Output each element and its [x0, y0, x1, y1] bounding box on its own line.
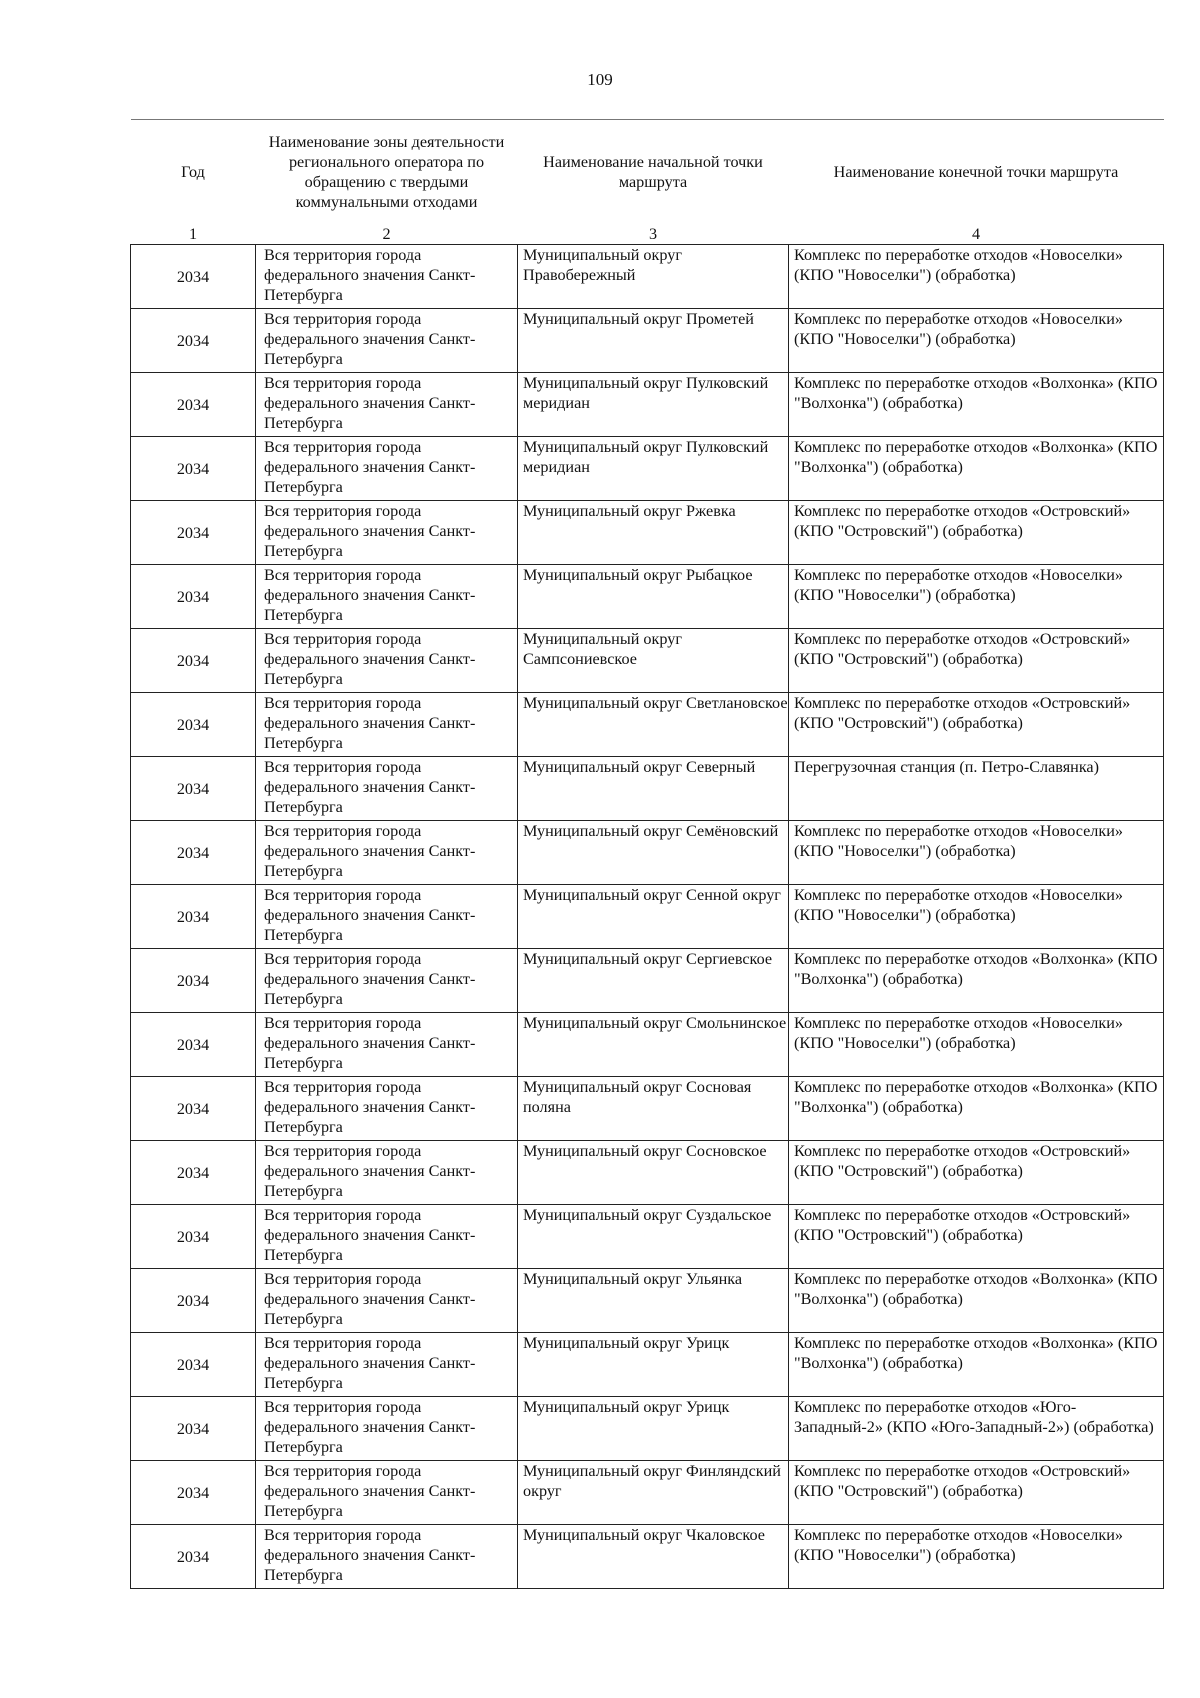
start-point-cell: Муниципальный округ Сергиевское: [518, 949, 789, 1013]
header-year: Год: [131, 120, 256, 224]
table-row: [131, 629, 1164, 693]
table-row: [131, 373, 1164, 437]
end-point-cell: Комплекс по переработке отходов «Волхонка» (КПО "Волхонка") (обработка): [789, 437, 1164, 501]
end-point-cell: Комплекс по переработке отходов «Новоселки» (КПО "Новоселки") (обработка): [789, 1525, 1164, 1589]
table-row: [131, 1525, 1164, 1589]
end-point-cell: Комплекс по переработке отходов «Волхонка» (КПО "Волхонка") (обработка): [789, 373, 1164, 437]
table-row: [131, 1013, 1164, 1077]
table-row: [131, 501, 1164, 565]
table-body: [131, 245, 1164, 1589]
zone-cell: Вся территория города федерального значения Санкт-Петербурга: [256, 757, 518, 821]
start-point-cell: Муниципальный округ Финляндский округ: [518, 1461, 789, 1525]
zone-cell: Вся территория города федерального значения Санкт-Петербурга: [256, 1461, 518, 1525]
end-point-cell: Комплекс по переработке отходов «Новоселки» (КПО "Новоселки") (обработка): [789, 565, 1164, 629]
start-point-cell: Муниципальный округ Семёновский: [518, 821, 789, 885]
start-point-cell: Муниципальный округ Северный: [518, 757, 789, 821]
year-cell: 2034: [131, 373, 256, 437]
table-row: [131, 1141, 1164, 1205]
zone-cell: Вся территория города федерального значения Санкт-Петербурга: [256, 1333, 518, 1397]
column-number: 4: [971, 224, 981, 243]
year-cell: 2034: [131, 885, 256, 949]
zone-cell: Вся территория города федерального значения Санкт-Петербурга: [256, 373, 518, 437]
start-point-cell: Муниципальный округ Светлановское: [518, 693, 789, 757]
end-point-cell: Комплекс по переработке отходов «Новоселки» (КПО "Новоселки") (обработка): [789, 821, 1164, 885]
zone-cell: Вся территория города федерального значения Санкт-Петербурга: [256, 1525, 518, 1589]
end-point-cell: Комплекс по переработке отходов «Островский» (КПО "Островский") (обработка): [789, 1141, 1164, 1205]
end-point-cell: Комплекс по переработке отходов «Островский» (КПО "Островский") (обработка): [789, 1461, 1164, 1525]
column-number: 1: [188, 224, 198, 243]
zone-cell: Вся территория города федерального значения Санкт-Петербурга: [256, 1141, 518, 1205]
zone-cell: Вся территория города федерального значения Санкт-Петербурга: [256, 885, 518, 949]
table-row: [131, 1461, 1164, 1525]
table-row: [131, 245, 1164, 309]
end-point-cell: Комплекс по переработке отходов «Волхонка» (КПО "Волхонка") (обработка): [789, 1333, 1164, 1397]
start-point-cell: Муниципальный округ Сенной округ: [518, 885, 789, 949]
table-row: [131, 1077, 1164, 1141]
end-point-cell: Комплекс по переработке отходов «Островский» (КПО "Островский") (обработка): [789, 501, 1164, 565]
zone-cell: Вся территория города федерального значения Санкт-Петербурга: [256, 565, 518, 629]
zone-cell: Вся территория города федерального значения Санкт-Петербурга: [256, 949, 518, 1013]
start-point-cell: Муниципальный округ Ржевка: [518, 501, 789, 565]
routes-table: [130, 119, 1164, 1589]
table-row: [131, 757, 1164, 821]
year-cell: 2034: [131, 437, 256, 501]
header-start-point: Наименование начальной точки маршрута: [518, 120, 789, 224]
end-point-cell: Комплекс по переработке отходов «Новоселки» (КПО "Новоселки") (обработка): [789, 309, 1164, 373]
start-point-cell: Муниципальный округ Суздальское: [518, 1205, 789, 1269]
table-row: [131, 821, 1164, 885]
year-cell: 2034: [131, 821, 256, 885]
year-cell: 2034: [131, 757, 256, 821]
table-header: [131, 120, 1164, 245]
start-point-cell: Муниципальный округ Сосновая поляна: [518, 1077, 789, 1141]
year-cell: 2034: [131, 1205, 256, 1269]
table-row: [131, 1269, 1164, 1333]
year-cell: 2034: [131, 565, 256, 629]
table-row: [131, 693, 1164, 757]
table-row: [131, 309, 1164, 373]
end-point-cell: Комплекс по переработке отходов «Новоселки» (КПО "Новоселки") (обработка): [789, 885, 1164, 949]
start-point-cell: Муниципальный округ Рыбацкое: [518, 565, 789, 629]
year-cell: 2034: [131, 1525, 256, 1589]
end-point-cell: Комплекс по переработке отходов «Островский» (КПО "Островский") (обработка): [789, 693, 1164, 757]
year-cell: 2034: [131, 1013, 256, 1077]
column-number-row: [131, 223, 1164, 245]
start-point-cell: Муниципальный округ Чкаловское: [518, 1525, 789, 1589]
start-point-cell: Муниципальный округ Прометей: [518, 309, 789, 373]
year-cell: 2034: [131, 629, 256, 693]
table-row: [131, 949, 1164, 1013]
table-row: [131, 1205, 1164, 1269]
end-point-cell: Перегрузочная станция (п. Петро-Славянка): [789, 757, 1164, 821]
header-row: [131, 120, 1164, 224]
table-row: [131, 437, 1164, 501]
start-point-cell: Муниципальный округ Смольнинское: [518, 1013, 789, 1077]
year-cell: 2034: [131, 1461, 256, 1525]
header-zone: Наименование зоны деятельности регионального оператора по обращению с твердыми коммунальными отходами: [256, 120, 518, 224]
zone-cell: Вся территория города федерального значения Санкт-Петербурга: [256, 821, 518, 885]
zone-cell: Вся территория города федерального значения Санкт-Петербурга: [256, 437, 518, 501]
end-point-cell: Комплекс по переработке отходов «Волхонка» (КПО "Волхонка") (обработка): [789, 1077, 1164, 1141]
zone-cell: Вся территория города федерального значения Санкт-Петербурга: [256, 309, 518, 373]
table-row: [131, 885, 1164, 949]
start-point-cell: Муниципальный округ Ульянка: [518, 1269, 789, 1333]
zone-cell: Вся территория города федерального значения Санкт-Петербурга: [256, 629, 518, 693]
end-point-cell: Комплекс по переработке отходов «Островский» (КПО "Островский") (обработка): [789, 629, 1164, 693]
year-cell: 2034: [131, 1333, 256, 1397]
column-number: 3: [648, 224, 658, 243]
year-cell: 2034: [131, 1141, 256, 1205]
year-cell: 2034: [131, 693, 256, 757]
end-point-cell: Комплекс по переработке отходов «Новоселки» (КПО "Новоселки") (обработка): [789, 245, 1164, 309]
zone-cell: Вся территория города федерального значения Санкт-Петербурга: [256, 1077, 518, 1141]
year-cell: 2034: [131, 245, 256, 309]
zone-cell: Вся территория города федерального значения Санкт-Петербурга: [256, 501, 518, 565]
end-point-cell: Комплекс по переработке отходов «Волхонка» (КПО "Волхонка") (обработка): [789, 949, 1164, 1013]
end-point-cell: Комплекс по переработке отходов «Островский» (КПО "Островский") (обработка): [789, 1205, 1164, 1269]
end-point-cell: Комплекс по переработке отходов «Новоселки» (КПО "Новоселки") (обработка): [789, 1013, 1164, 1077]
table-row: [131, 1397, 1164, 1461]
column-number: 2: [382, 224, 391, 243]
year-cell: 2034: [131, 1269, 256, 1333]
start-point-cell: Муниципальный округ Сампсониевское: [518, 629, 789, 693]
start-point-cell: Муниципальный округ Урицк: [518, 1333, 789, 1397]
start-point-cell: Муниципальный округ Правобережный: [518, 245, 789, 309]
zone-cell: Вся территория города федерального значения Санкт-Петербурга: [256, 1269, 518, 1333]
end-point-cell: Комплекс по переработке отходов «Юго-Западный-2» (КПО «Юго-Западный-2») (обработка): [789, 1397, 1164, 1461]
zone-cell: Вся территория города федерального значения Санкт-Петербурга: [256, 1205, 518, 1269]
zone-cell: Вся территория города федерального значения Санкт-Петербурга: [256, 693, 518, 757]
start-point-cell: Муниципальный округ Урицк: [518, 1397, 789, 1461]
table-row: [131, 1333, 1164, 1397]
zone-cell: Вся территория города федерального значения Санкт-Петербурга: [256, 245, 518, 309]
zone-cell: Вся территория города федерального значения Санкт-Петербурга: [256, 1397, 518, 1461]
year-cell: 2034: [131, 949, 256, 1013]
year-cell: 2034: [131, 309, 256, 373]
table-row: [131, 565, 1164, 629]
page-number: 109: [587, 70, 613, 89]
year-cell: 2034: [131, 1397, 256, 1461]
start-point-cell: Муниципальный округ Пулковский меридиан: [518, 437, 789, 501]
start-point-cell: Муниципальный округ Пулковский меридиан: [518, 373, 789, 437]
year-cell: 2034: [131, 501, 256, 565]
header-end-point: Наименование конечной точки маршрута: [789, 120, 1164, 224]
year-cell: 2034: [131, 1077, 256, 1141]
zone-cell: Вся территория города федерального значения Санкт-Петербурга: [256, 1013, 518, 1077]
start-point-cell: Муниципальный округ Сосновское: [518, 1141, 789, 1205]
end-point-cell: Комплекс по переработке отходов «Волхонка» (КПО "Волхонка") (обработка): [789, 1269, 1164, 1333]
